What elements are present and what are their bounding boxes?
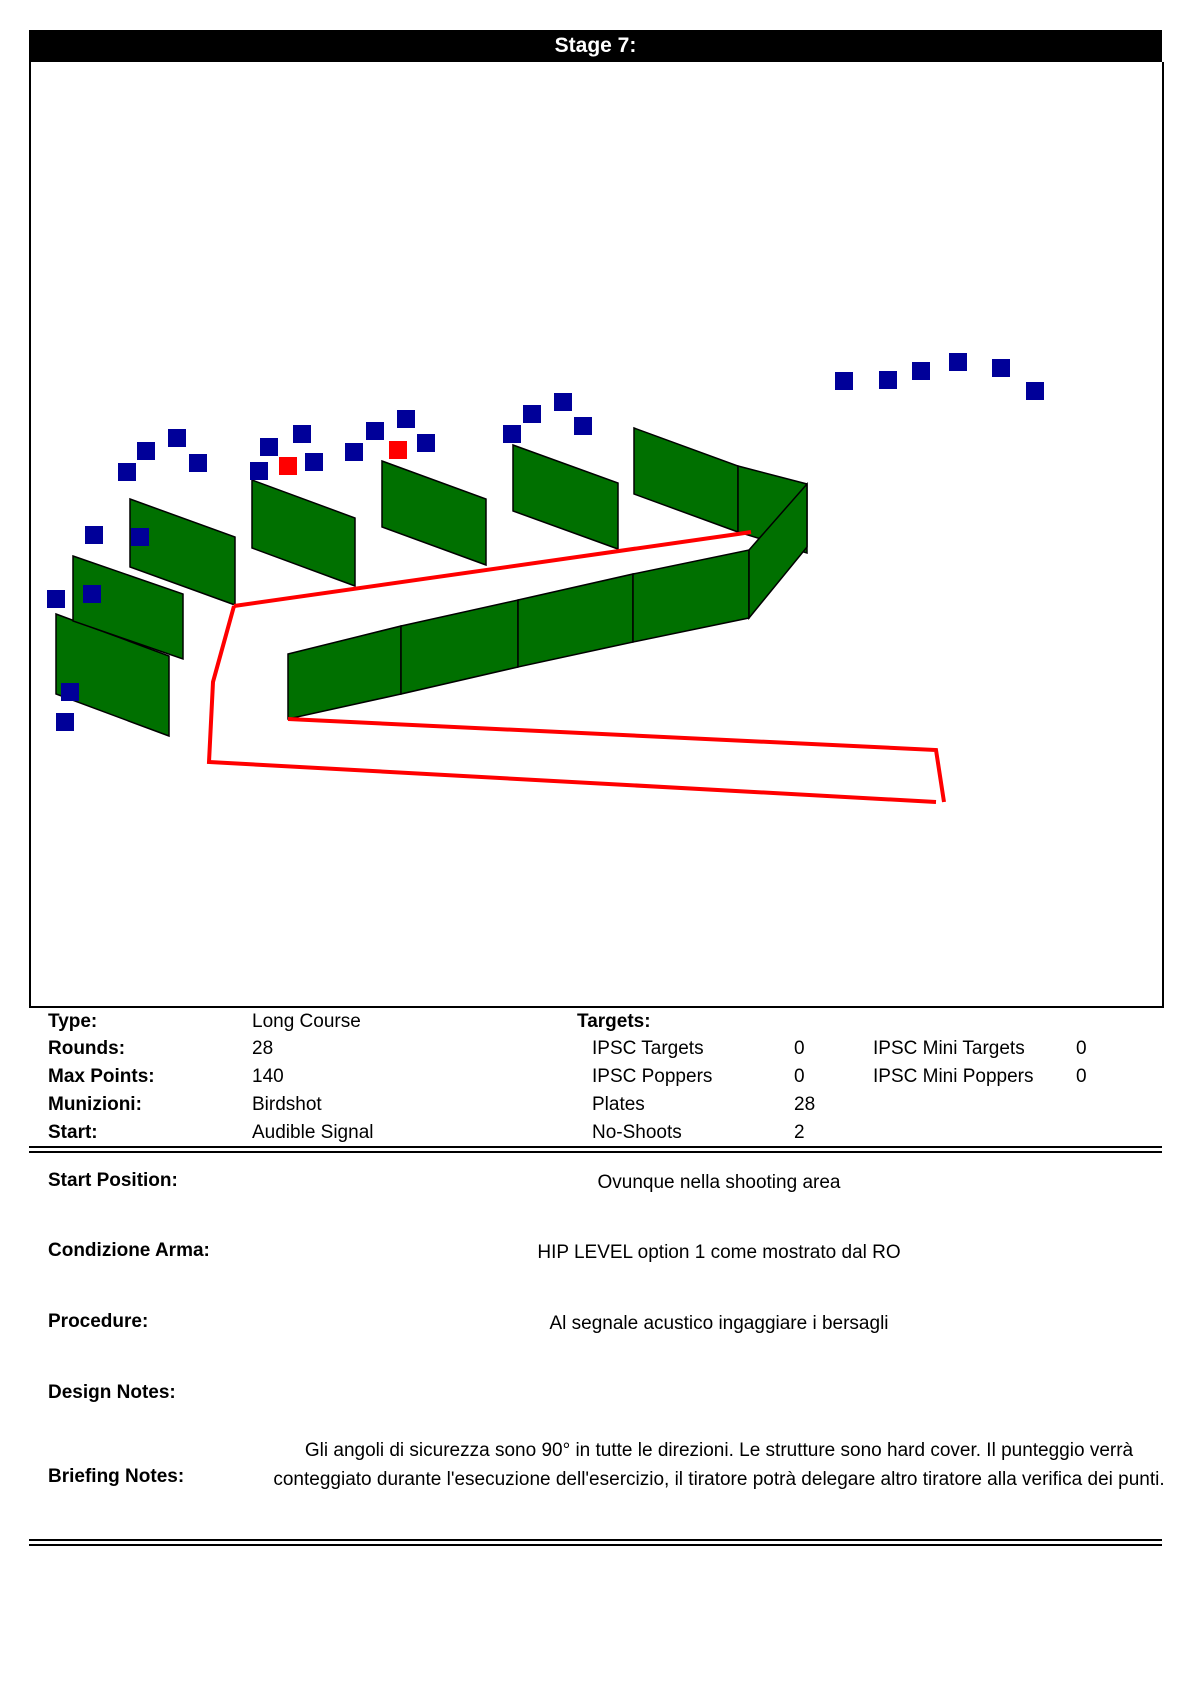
wall-barrier xyxy=(634,428,738,532)
steel-plate-target xyxy=(47,590,65,608)
briefing-notes-label: Briefing Notes: xyxy=(48,1466,185,1487)
ipsc-poppers-value: 0 xyxy=(794,1066,805,1087)
section-divider xyxy=(29,1146,1162,1153)
stage-diagram xyxy=(29,62,1164,1008)
steel-plate-target xyxy=(912,362,930,380)
ipsc-targets-label: IPSC Targets xyxy=(592,1038,704,1059)
no-shoots-label: No-Shoots xyxy=(592,1122,682,1143)
procedure-label: Procedure: xyxy=(48,1311,149,1332)
steel-plate-target xyxy=(949,353,967,371)
briefing-notes-value: Gli angoli di sicurezza sono 90° in tutte le direzioni. Le strutture sono hard cover. Il punteggio verrà conteggiato durante l'esecuzione dell'esercizio, il tiratore potrà delegare altro tiratore alla verifica dei punti. xyxy=(273,1440,1165,1490)
wall-barrier xyxy=(288,626,401,719)
steel-plate-target xyxy=(345,443,363,461)
steel-plate-target xyxy=(574,417,592,435)
targets-label: Targets: xyxy=(577,1011,651,1032)
munizioni-label: Munizioni: xyxy=(48,1094,142,1115)
steel-plate-target xyxy=(523,405,541,423)
procedure-value: Al segnale acustico ingaggiare i bersagli xyxy=(549,1313,889,1334)
wall-barrier xyxy=(518,574,633,667)
ipsc-mini-poppers-value: 0 xyxy=(1076,1066,1087,1087)
steel-plate-target xyxy=(118,463,136,481)
steel-plate-target xyxy=(293,425,311,443)
steel-plate-target xyxy=(85,526,103,544)
steel-plate-target xyxy=(250,462,268,480)
steel-plate-target xyxy=(503,425,521,443)
munizioni-value: Birdshot xyxy=(252,1094,322,1115)
rounds-label: Rounds: xyxy=(48,1038,126,1059)
steel-plate-target xyxy=(1026,382,1044,400)
wall-barrier xyxy=(401,600,518,694)
max-points-value: 140 xyxy=(252,1066,284,1087)
ipsc-poppers-label: IPSC Poppers xyxy=(592,1066,713,1087)
steel-plate-target xyxy=(260,438,278,456)
ipsc-targets-value: 0 xyxy=(794,1038,805,1059)
steel-plate-target xyxy=(61,683,79,701)
no-shoot-target xyxy=(279,457,297,475)
steel-plate-target xyxy=(168,429,186,447)
steel-plate-target xyxy=(56,713,74,731)
max-points-label: Max Points: xyxy=(48,1066,155,1087)
steel-plate-target xyxy=(992,359,1010,377)
no-shoot-target xyxy=(389,441,407,459)
ipsc-mini-targets-value: 0 xyxy=(1076,1038,1087,1059)
wall-barrier xyxy=(513,445,618,549)
wall-barrier xyxy=(382,461,486,565)
steel-plate-target xyxy=(305,453,323,471)
start-position-value: Ovunque nella shooting area xyxy=(597,1172,841,1193)
steel-plate-target xyxy=(189,454,207,472)
condizione-arma-label: Condizione Arma: xyxy=(48,1240,210,1261)
start-label: Start: xyxy=(48,1122,98,1143)
design-notes-label: Design Notes: xyxy=(48,1382,176,1403)
wall-barrier xyxy=(252,480,355,586)
fault-line-lower xyxy=(288,719,944,802)
steel-plate-target xyxy=(131,528,149,546)
ipsc-mini-poppers-label: IPSC Mini Poppers xyxy=(873,1066,1034,1087)
footer-divider xyxy=(29,1539,1162,1546)
rounds-value: 28 xyxy=(252,1038,274,1059)
steel-plate-target xyxy=(835,372,853,390)
steel-plate-target xyxy=(554,393,572,411)
condizione-arma-value: HIP LEVEL option 1 come mostrato dal RO xyxy=(537,1242,901,1263)
steel-plate-target xyxy=(417,434,435,452)
steel-plate-target xyxy=(879,371,897,389)
no-shoots-value: 2 xyxy=(794,1122,805,1143)
stage-diagram-svg xyxy=(31,62,1162,1006)
start-position-label: Start Position: xyxy=(48,1170,178,1191)
steel-plate-target xyxy=(137,442,155,460)
steel-plate-target xyxy=(83,585,101,603)
wall-barrier xyxy=(633,550,749,642)
type-label: Type: xyxy=(48,1011,98,1032)
type-value: Long Course xyxy=(252,1011,361,1032)
stage-title: Stage 7: xyxy=(29,30,1162,62)
start-value: Audible Signal xyxy=(252,1122,374,1143)
steel-plate-target xyxy=(397,410,415,428)
plates-label: Plates xyxy=(592,1094,645,1115)
plates-value: 28 xyxy=(794,1094,816,1115)
stage-info xyxy=(29,1008,1162,1148)
steel-plate-target xyxy=(366,422,384,440)
ipsc-mini-targets-label: IPSC Mini Targets xyxy=(873,1038,1025,1059)
